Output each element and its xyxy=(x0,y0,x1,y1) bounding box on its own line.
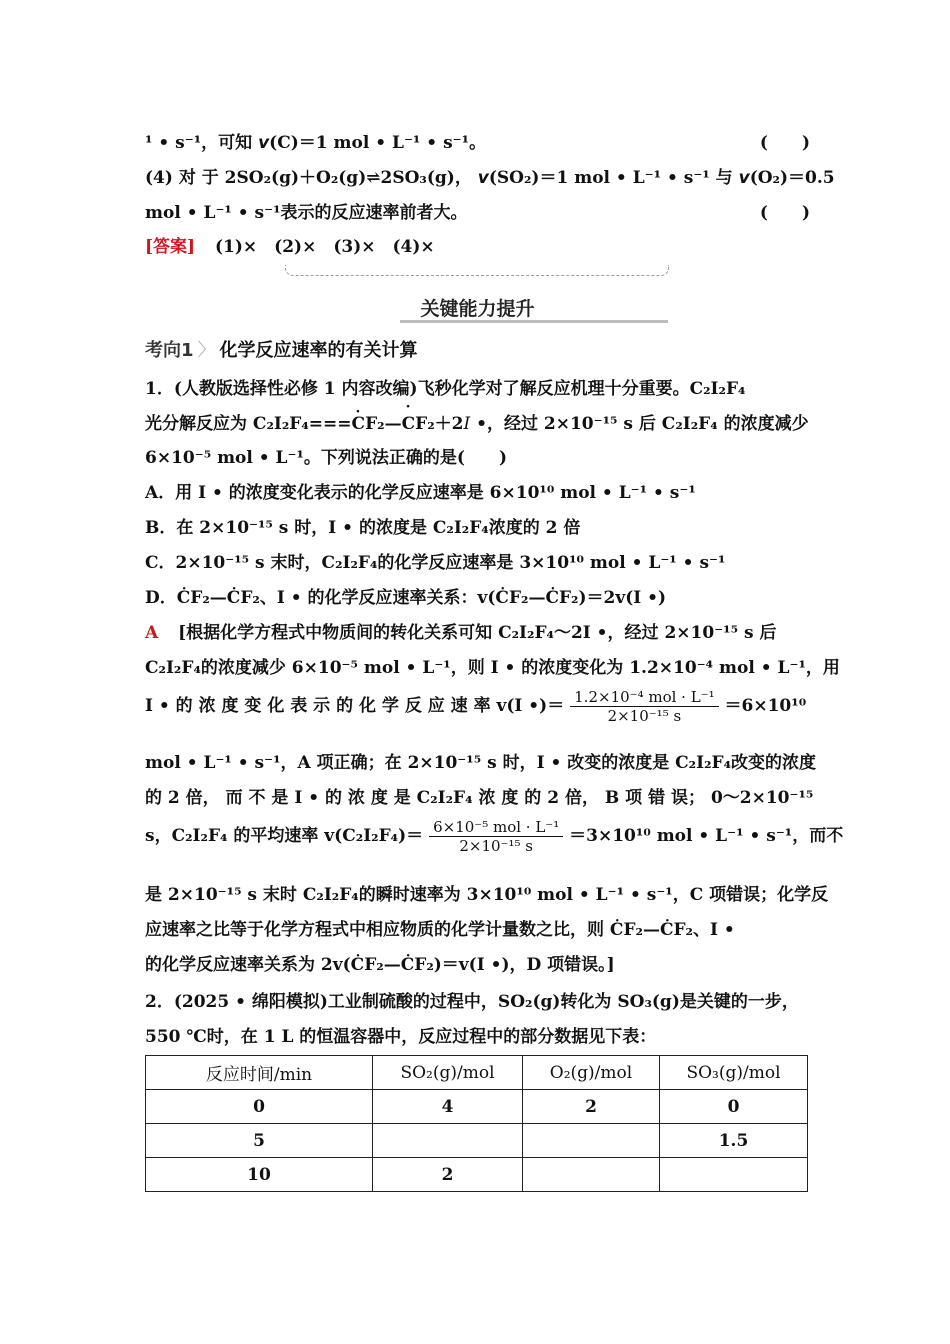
table-cell: 2 xyxy=(373,1158,523,1192)
a1-line8: 应速率之比等于化学方程式中相应物质的化学计量数之比，则 ĊF₂—ĊF₂、I • xyxy=(145,920,735,940)
answer-letter: A xyxy=(145,623,159,643)
table-cell xyxy=(373,1124,523,1158)
table-cell: 0 xyxy=(660,1090,808,1124)
table-row xyxy=(146,1124,808,1158)
section-underline xyxy=(400,320,668,323)
table-cell: 1.5 xyxy=(660,1124,808,1158)
a1-line4: mol • L⁻¹ • s⁻¹，A 项正确；在 2×10⁻¹⁵ s 时，I • 改变的浓度是 C₂I₂F₄改变的浓度 xyxy=(145,753,817,773)
dashed-divider xyxy=(285,265,669,276)
table-cell: 0 xyxy=(146,1090,373,1124)
answer-label: [答案] xyxy=(145,237,196,257)
table-cell xyxy=(523,1124,660,1158)
q1-line1: 1．(人教版选择性必修 1 内容改编)飞秒化学对了解反应机理十分重要。C₂I₂F₄ xyxy=(145,379,746,399)
prev-question-tail: ¹ • s⁻¹，可知 v(C)＝1 mol • L⁻¹ • s⁻¹。 ( ) xyxy=(145,128,810,153)
table-cell: 4 xyxy=(373,1090,523,1124)
question-4: (4) 对 于 2SO₂(g)＋O₂(g)⇌2SO₃(g)， v(SO₂)＝1 mol • L⁻¹ • s⁻¹ 与 v(O₂)＝0.5 xyxy=(145,168,835,188)
q2-line1: 2．(2025 • 绵阳模拟)工业制硫酸的过程中，SO₂(g)转化为 SO₃(g)是关键的一步， xyxy=(145,992,799,1012)
answer-text: (1)× (2)× (3)× (4)× xyxy=(215,237,435,257)
a1-line5: 的 2 倍， 而 不 是 I • 的 浓 度 是 C₂I₂F₄ 浓 度 的 2 倍， B 项 错 误； 0～2×10⁻¹⁵ xyxy=(145,788,814,808)
q1-option-d: D．ĊF₂—ĊF₂、I • 的化学反应速率关系：v(ĊF₂—ĊF₂)＝2v(I •) xyxy=(145,588,667,608)
a1-line6: s，C₂I₂F₄ 的平均速率 v(C₂I₂F₄)＝ $\frac{\text{6×10⁻⁵ mol · L⁻¹}}{\text{2×10⁻¹⁵ s}}$ ＝3×10¹⁰ mol • L⁻¹ • s⁻¹，而不 xyxy=(145,818,844,855)
rate-fraction-1: $\frac{\text{1.2×10⁻⁴ mol · L⁻¹}}{\text{2×10⁻¹⁵ s}}$ xyxy=(570,688,718,725)
a1-line9: 的化学反应速率关系为 2v(ĊF₂—ĊF₂)＝v(I •)，D 项错误。] xyxy=(145,955,615,975)
q1-line3: 6×10⁻⁵ mol • L⁻¹。下列说法正确的是( ) xyxy=(145,448,508,468)
table-cell: 5 xyxy=(146,1124,373,1158)
question-4-line2: mol • L⁻¹ • s⁻¹表示的反应速率前者大。 ( ) xyxy=(145,198,810,223)
q2-line2: 550 ℃时，在 1 L 的恒温容器中，反应过程中的部分数据见下表： xyxy=(145,1027,657,1047)
table-cell xyxy=(523,1158,660,1192)
a1-line7: 是 2×10⁻¹⁵ s 末时 C₂I₂F₄的瞬时速率为 3×10¹⁰ mol • L⁻¹ • s⁻¹，C 项错误；化学反 xyxy=(145,885,829,905)
answer-paren-4: ( ) xyxy=(759,203,810,223)
q1-option-b: B．在 2×10⁻¹⁵ s 时，I • 的浓度是 C₂I₂F₄浓度的 2 倍 xyxy=(145,518,581,538)
header-o2: O₂(g)/mol xyxy=(523,1056,660,1090)
table-row xyxy=(146,1158,808,1192)
topic-separator-icon: 〉 xyxy=(197,340,216,361)
a1-line3: I • 的 浓 度 变 化 表 示 的 化 学 反 应 速 率 v(I •)＝ $\frac{\text{1.2×10⁻⁴ mol · L⁻¹}}{\text{2×10⁻¹⁵ s}}$ ＝6×10¹⁰ xyxy=(145,688,807,725)
answer-line xyxy=(145,232,435,257)
rate-fraction-2: $\frac{\text{6×10⁻⁵ mol · L⁻¹}}{\text{2×10⁻¹⁵ s}}$ xyxy=(429,818,563,855)
q1-option-a: A．用 I • 的浓度变化表示的化学反应速率是 6×10¹⁰ mol • L⁻¹ • s⁻¹ xyxy=(145,483,696,503)
a1-line2: C₂I₂F₄的浓度减少 6×10⁻⁵ mol • L⁻¹，则 I • 的浓度变化为 1.2×10⁻⁴ mol • L⁻¹，用 xyxy=(145,658,840,678)
header-so2: SO₂(g)/mol xyxy=(373,1056,523,1090)
table-header-row xyxy=(146,1056,808,1090)
header-so3: SO₃(g)/mol xyxy=(660,1056,808,1090)
table-cell: 2 xyxy=(523,1090,660,1124)
q1-line2: 光分解反应为 C₂I₂F₄===· CF₂—· CF₂＋2I •，经过 2×10⁻¹⁵ s 后 C₂I₂F₄ 的浓度减少 xyxy=(145,409,809,434)
table-cell xyxy=(660,1158,808,1192)
header-time: 反应时间/min xyxy=(146,1056,373,1090)
topic-title: 化学反应速率的有关计算 xyxy=(219,340,418,361)
a1-line1: A [根据化学方程式中物质间的转化关系可知 C₂I₂F₄～2I •，经过 2×10⁻¹⁵ s 后 xyxy=(145,623,777,643)
table-cell: 10 xyxy=(146,1158,373,1192)
q1-option-c: C．2×10⁻¹⁵ s 末时，C₂I₂F₄的化学反应速率是 3×10¹⁰ mol • L⁻¹ • s⁻¹ xyxy=(145,553,726,573)
table-row xyxy=(146,1090,808,1124)
data-table xyxy=(145,1055,808,1192)
section-title: 关键能力提升 xyxy=(420,298,535,320)
topic-heading xyxy=(145,336,418,362)
answer-paren: ( ) xyxy=(759,133,810,153)
topic-tag: 考向1 xyxy=(145,340,194,361)
